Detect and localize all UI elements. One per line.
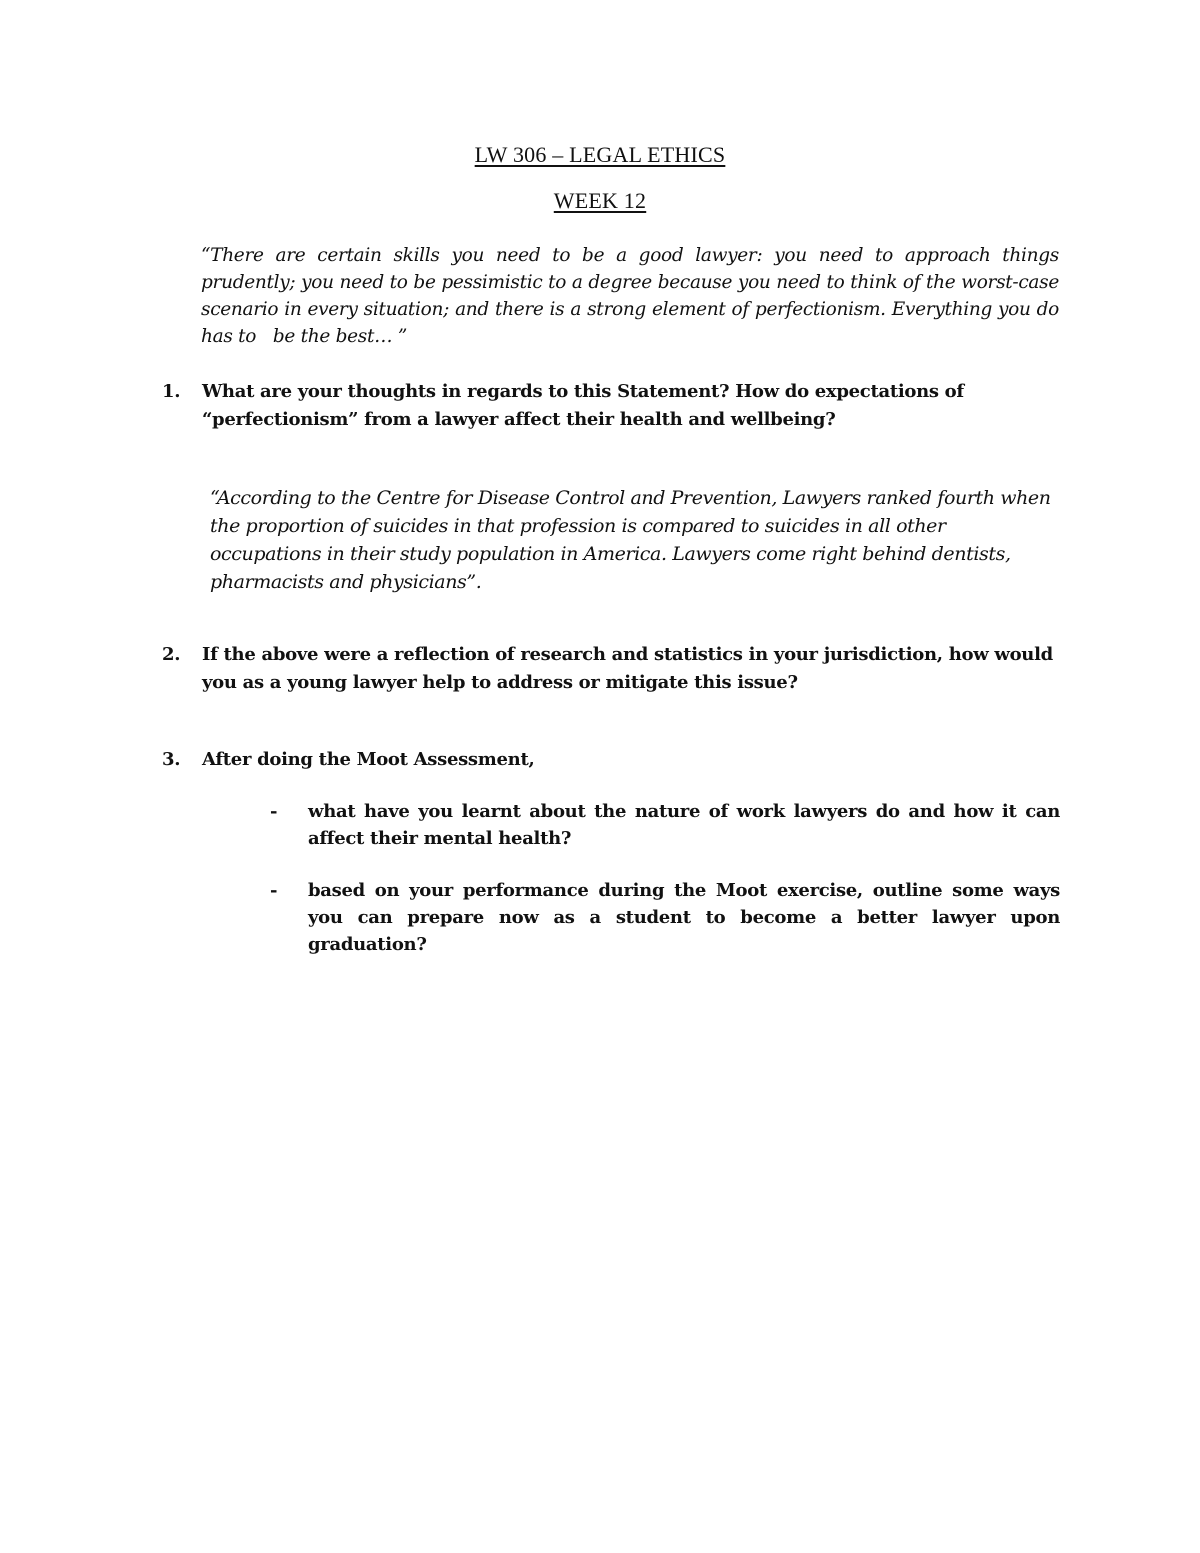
opening-quote-line: has to be the best… ” — [201, 326, 408, 347]
bullet-dash: - — [270, 880, 278, 901]
document-title: LW 306 – LEGAL ETHICS — [474, 142, 726, 167]
bullet-dash: - — [270, 801, 278, 822]
opening-quote-line: “There are certain skills you need to be a good lawyer: you need to approach things — [201, 245, 1059, 266]
sub-point-text: what have you learnt about the nature of work lawyers do and how it can affect their mental health? — [308, 801, 1060, 849]
sub-point-text: based on your performance during the Moot exercise, outline some ways you can prepare now as a student to become a better lawyer upon graduation? — [308, 880, 1060, 955]
question-number: 1. — [162, 381, 181, 402]
opening-quote-line: scenario in every situation; and there is a strong element of perfectionism. Everything you do — [201, 299, 1059, 320]
sub-point-1 — [270, 798, 1060, 852]
question-3 — [162, 746, 1062, 774]
opening-quote-line: prudently; you need to be pessimistic to a degree because you need to think of the worst-case — [201, 272, 1059, 293]
question-text: If the above were a reflection of research and statistics in your jurisdiction, how would you as a young lawyer help to address or mitigate this issue? — [202, 644, 1053, 693]
sub-point-2 — [270, 877, 1060, 958]
question-text: After doing the Moot Assessment, — [202, 749, 535, 770]
question-text: What are your thoughts in regards to this Statement? How do expectations of “perfectionism” from a lawyer affect their health and wellbeing? — [202, 381, 964, 430]
question-1 — [162, 378, 1062, 434]
cdc-quote: “According to the Centre for Disease Control and Prevention, Lawyers ranked fourth when the proportion of suicides in that profession is compared to suicides in all other occupations in their study population in America. Lawyers come right behind dentists, pharmacists and physicians”. — [210, 487, 1051, 593]
week-heading: WEEK 12 — [553, 188, 647, 213]
question-2 — [162, 641, 1062, 697]
question-number: 3. — [162, 749, 181, 770]
question-number: 2. — [162, 644, 181, 665]
opening-quote — [201, 242, 1059, 350]
